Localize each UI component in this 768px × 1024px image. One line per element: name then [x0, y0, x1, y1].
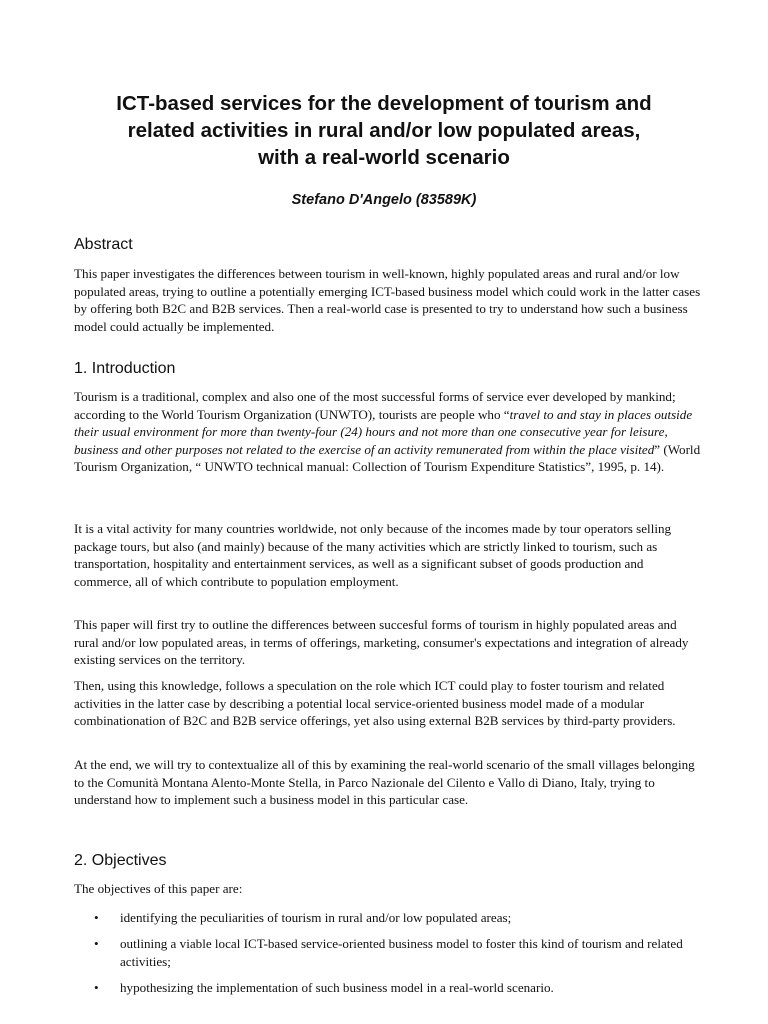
introduction-paragraph-1 — [74, 388, 702, 476]
objectives-intro: The objectives of this paper are: — [74, 881, 243, 896]
introduction-paragraph-5: At the end, we will try to contextualize all of this by examining the real-world scenario of the small villages belonging to the Comunità Montana Alento-Monte Stella, in Parco Nazionale del Cilento e Vallo di Diano, Italy, trying to understand how to implement such a business model in this particular case. — [74, 757, 695, 808]
bullet-icon: • — [94, 936, 99, 951]
bullet-icon: • — [94, 980, 99, 995]
abstract-heading: Abstract — [74, 236, 133, 253]
list-item — [74, 935, 702, 970]
introduction-paragraph-3: This paper will first try to outline the differences between succesful forms of tourism in highly populated areas and rural and/or low populated areas, in terms of offerings, marketing, consumer's expectations and integration of already existing services on the territory. — [74, 617, 689, 668]
title-line-3: with a real-world scenario — [258, 146, 510, 169]
list-item — [74, 909, 702, 927]
abstract-text: This paper investigates the differences between tourism in well-known, highly populated areas and rural and/or low populated areas, trying to outline a potentially emerging ICT-based business model which could work in the latter cases by offering both B2C and B2B services. Then a real-world case is presented to try to understand how such a business model could actually be implemented. — [74, 266, 701, 334]
paper-title — [60, 90, 708, 171]
objective-text: identifying the peculiarities of tourism in rural and/or low populated areas; — [120, 910, 512, 925]
intro-p1-text-after: ” (World Tourism Organization, “ UNWTO technical manual: Collection of Tourism Expenditure Statistics”, 1995, p. 14). — [74, 441, 701, 475]
introduction-heading: 1. Introduction — [74, 360, 176, 377]
bullet-icon: • — [94, 910, 99, 925]
list-item — [74, 979, 702, 997]
title-line-2: related activities in rural and/or low populated areas, — [127, 119, 641, 142]
intro-p1-text-before: Tourism is a traditional, complex and also one of the most successful forms of service ever developed by mankind; according to the World Tourism Organization (UNWTO), tourists are people who “ — [74, 389, 676, 422]
objective-text: hypothesizing the implementation of such business model in a real-world scenario. — [120, 980, 554, 995]
title-line-1: ICT-based services for the development of tourism and — [116, 92, 652, 115]
objective-text: outlining a viable local ICT-based service-oriented business model to foster this kind of tourism and related activities; — [120, 936, 683, 969]
author-line: Stefano D'Angelo (83589K) — [291, 192, 477, 208]
unwto-quote: travel to and stay in places outside their usual environment for more than twenty-four (24) hours and not more than one consecutive year for leisure, business and other purposes not related to the exercise of an activity remunerated from within the place visited — [74, 406, 693, 457]
objectives-heading: 2. Objectives — [74, 852, 167, 869]
introduction-paragraph-2: It is a vital activity for many countries worldwide, not only because of the incomes made by tour operators selling package tours, but also (and mainly) because of the many activities which are strictly linked to tourism, such as transportation, hospitality and entertainment services, as well as a significant subset of goods production and commerce, all of which contribute to population employment. — [74, 521, 672, 589]
introduction-paragraph-4: Then, using this knowledge, follows a speculation on the role which ICT could play to foster tourism and related activities in the latter case by describing a potential local service-oriented business model made of a modular combinationation of B2C and B2B service offerings, yet also using external B2B services by third-party providers. — [74, 678, 676, 729]
